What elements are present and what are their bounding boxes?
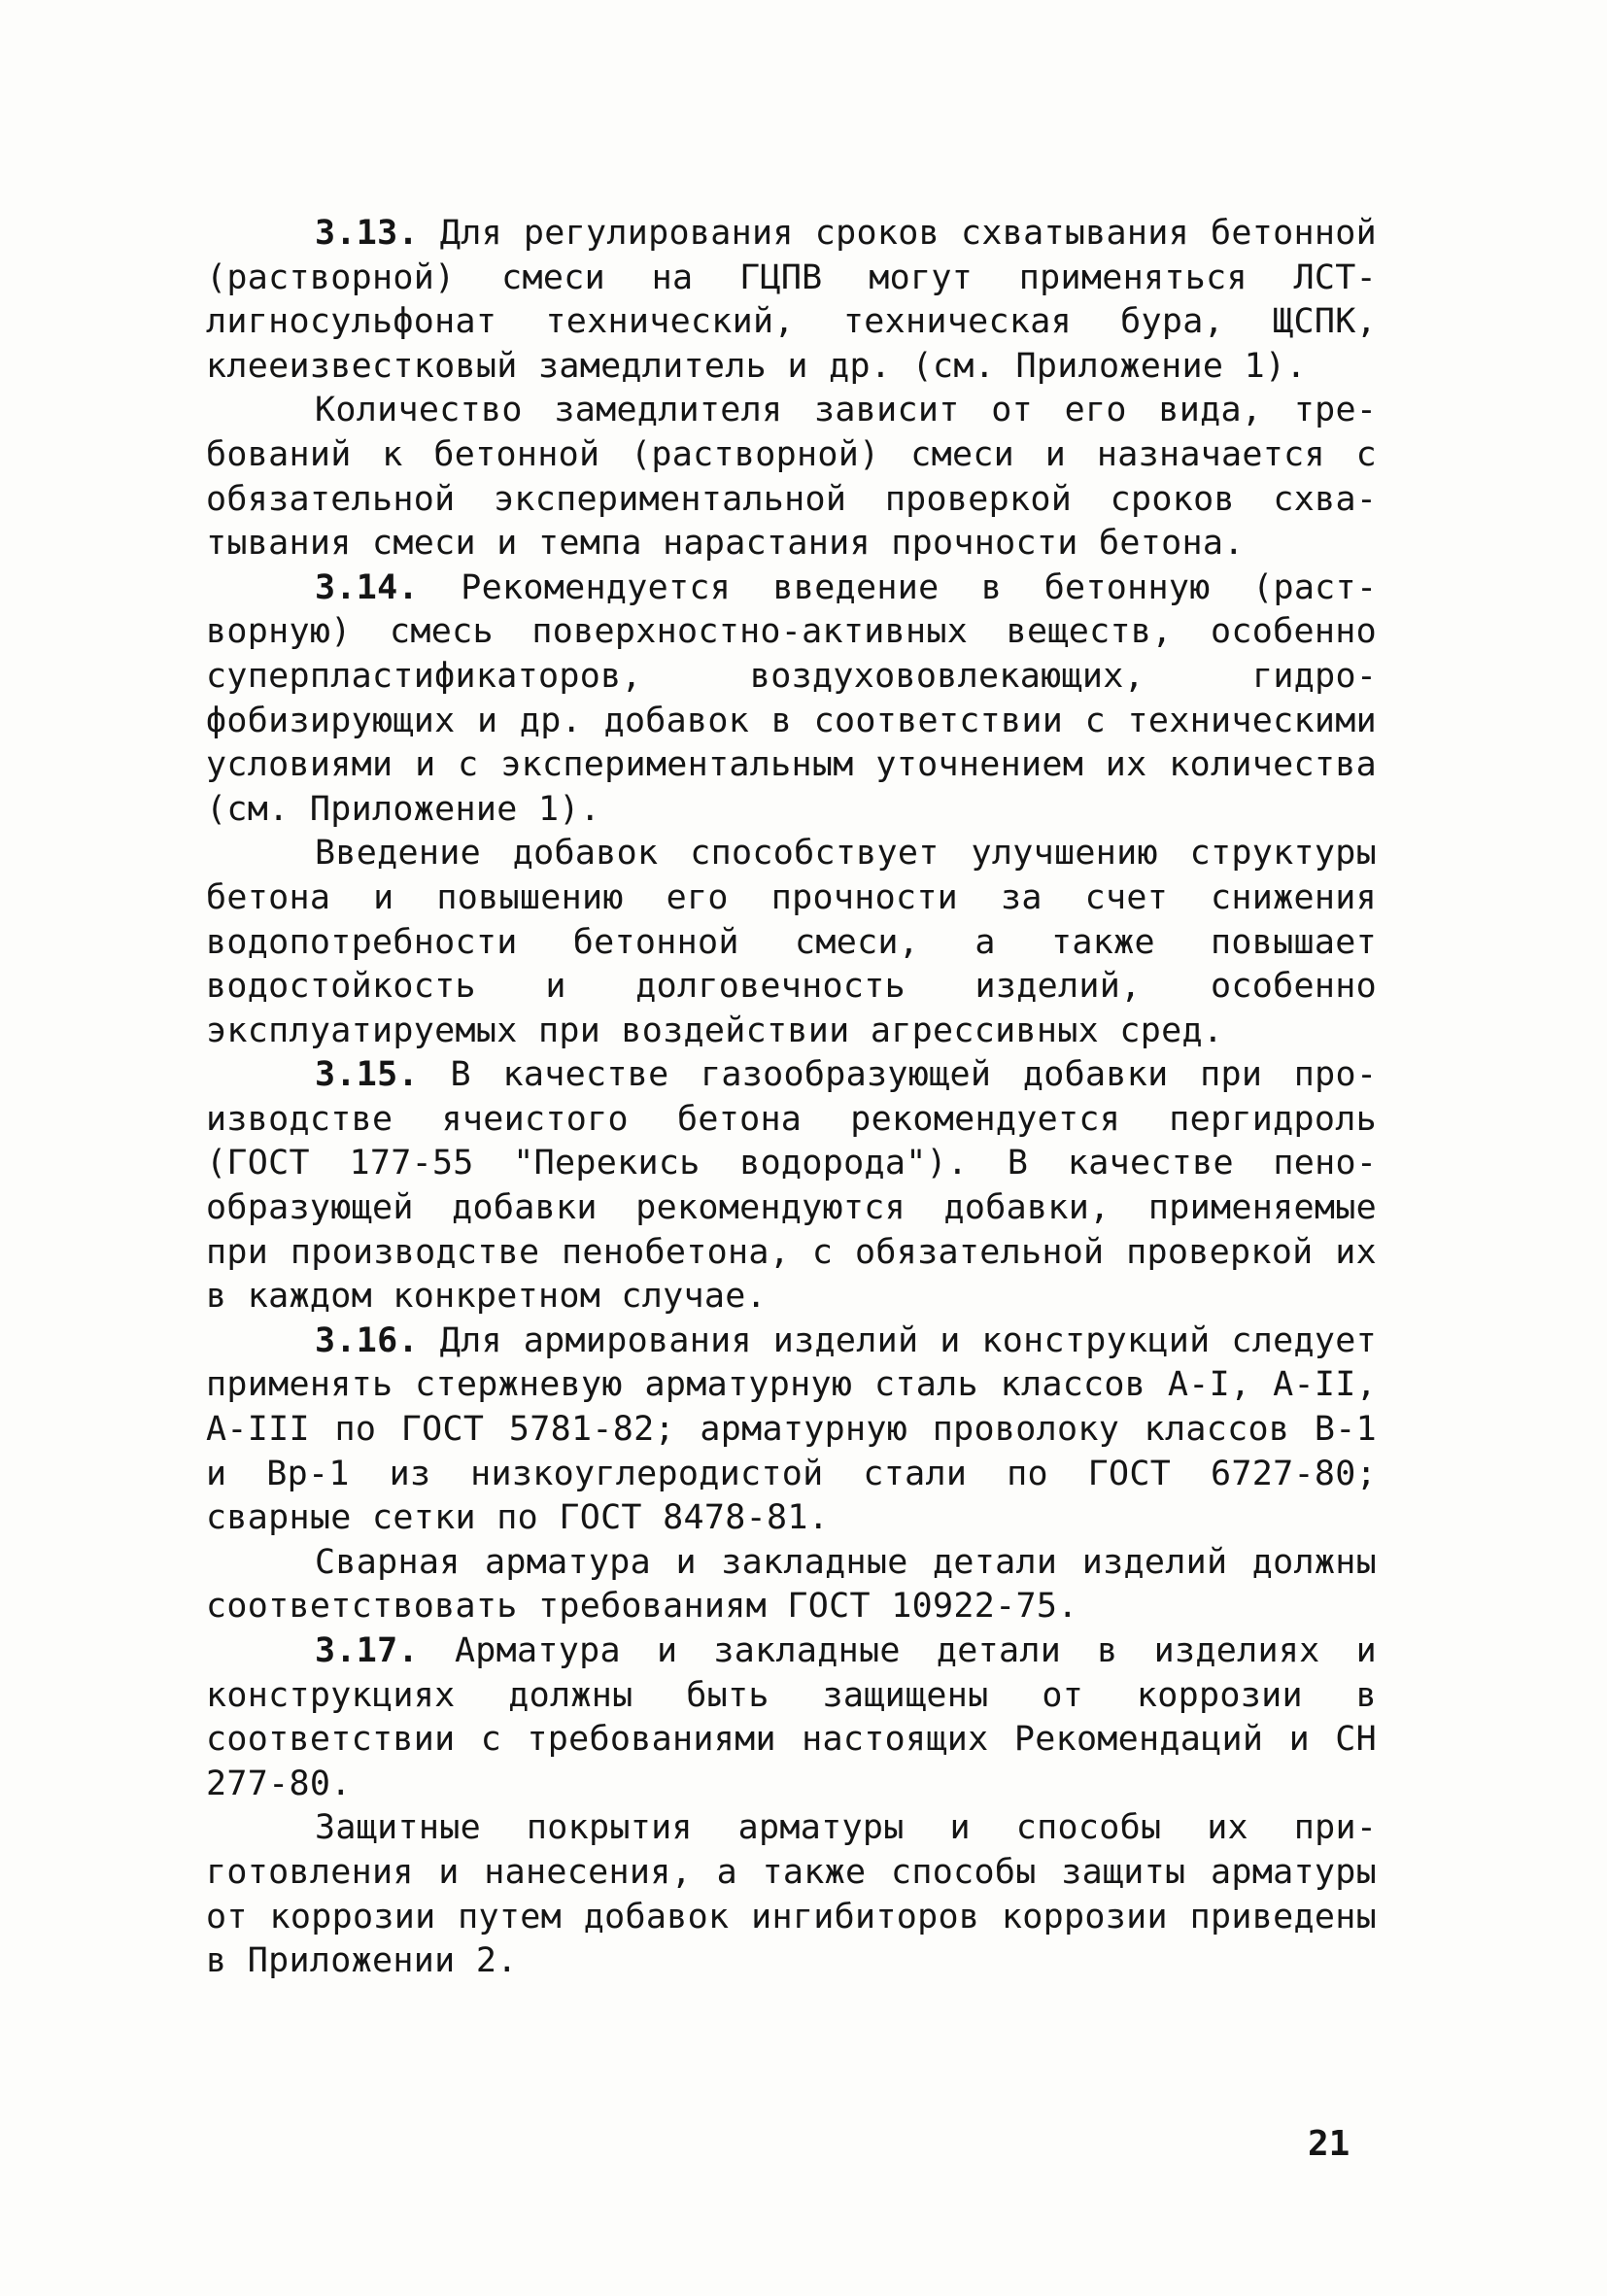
clause-number: 3.16. xyxy=(315,1320,419,1360)
clause-number: 3.17. xyxy=(315,1631,419,1670)
clause-number: 3.15. xyxy=(315,1055,419,1095)
body-text xyxy=(206,212,1377,1984)
page-number: 21 xyxy=(1308,2124,1351,2164)
paragraph-text: В качестве газообразующей добавки при производстве ячеистого бетона рекомендуется пергидроль (ГОСТ 177-55 "Перекись водорода"). В качестве пенообразующей добавки рекомендуются добавки, применяемые при производстве пенобетона, с обязательной проверкой их в каждом конкретном случае. xyxy=(206,1055,1378,1317)
paragraph-text: Введение добавок способствует улучшению структуры бетона и повышению его прочности за счет снижения водопотребности бетонной смеси, а также повышает водостойкость и долговечность изделий, особенно эксплуатируемых при воздействии агрессивных сред. xyxy=(206,834,1377,1050)
paragraph-3-16 xyxy=(206,1319,1377,1541)
paragraph-3-13 xyxy=(206,212,1377,389)
paragraph-3-17-continuation xyxy=(206,1806,1377,1983)
paragraph-3-14-continuation xyxy=(206,832,1377,1053)
paragraph-text: Арматура и закладные детали в изделиях и конструкциях должны быть защищены от коррозии в соответствии с требованиями настоящих Рекомендаций и СН 277-80. xyxy=(206,1631,1378,1803)
paragraph-3-17 xyxy=(206,1629,1377,1806)
paragraph-text: Защитные покрытия арматуры и способы их приготовления и нанесения, а также способы защиты арматуры от коррозии путем добавок ингибиторов коррозии приведены в Приложении 2. xyxy=(206,1808,1377,1981)
paragraph-text: Для армирования изделий и конструкций следует применять стержневую арматурную сталь классов А-I, А-II, А-III по ГОСТ 5781-82; арматурную проволоку классов В-1 и Вр-1 из низкоуглеродистой стали по ГОСТ 6727-80; сварные сетки по ГОСТ 8478-81. xyxy=(206,1320,1378,1538)
paragraph-3-15 xyxy=(206,1053,1377,1319)
clause-number: 3.14. xyxy=(315,567,419,607)
paragraph-3-16-continuation xyxy=(206,1541,1377,1629)
paragraph-3-13-continuation xyxy=(206,389,1377,565)
clause-number: 3.13. xyxy=(315,214,419,253)
paragraph-text: Рекомендуется введение в бетонную (растворную) смесь поверхностно-активных веществ, особенно суперпластификаторов, воздухововлекающих, гидрофобизирующих и др. добавок в соответствии с техническими условиями и с экспериментальным уточнением их количества (см. Приложение 1). xyxy=(206,567,1378,829)
paragraph-text: Для регулирования сроков схватывания бетонной (растворной) смеси на ГЦПВ могут применяться ЛСТ-лигносульфонат технический, техническая бура, ЩСПК, клееизвестковый замедлитель и др. (см. Приложение 1). xyxy=(206,214,1377,386)
paragraph-text: Количество замедлителя зависит от его вида, требований к бетонной (растворной) смеси и назначается с обязательной экспериментальной проверкой сроков схватывания смеси и темпа нарастания прочности бетона. xyxy=(206,391,1377,564)
paragraph-text: Сварная арматура и закладные детали изделий должны соответствовать требованиям ГОСТ 10922-75. xyxy=(206,1542,1377,1627)
paragraph-3-14 xyxy=(206,566,1377,833)
